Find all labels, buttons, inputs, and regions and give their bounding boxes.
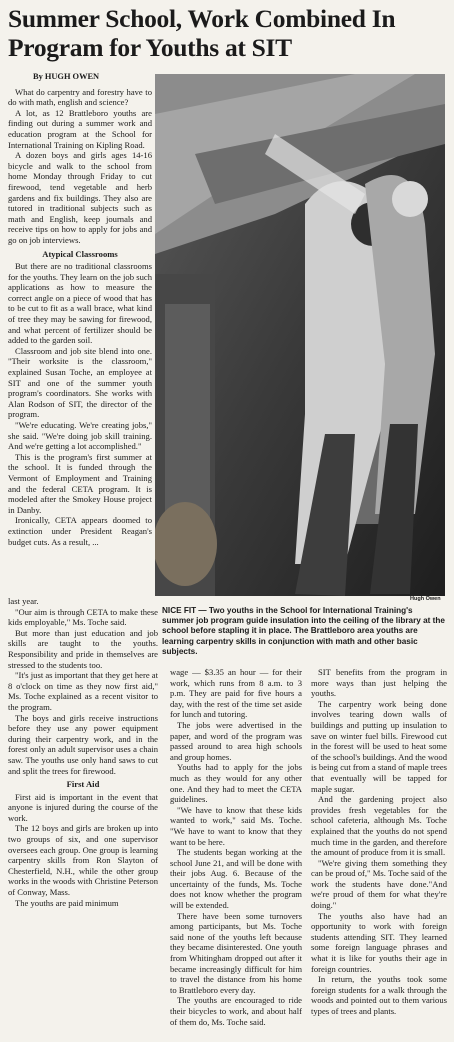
photo-credit: Hugh Owen: [410, 596, 441, 602]
paragraph: The boys and girls receive instructions before they use any power equipment during their carpentry work, and in the forest only an adult supervisor uses a chain saw. The youths use only hand saws to cut and split the trees for firewood.: [8, 712, 158, 776]
headline: Summer School, Work Combined In Program for Youths at SIT: [8, 4, 396, 62]
paragraph: In return, the youths took some foreign students for a walk through the woods and pointed out to them various types of trees and plants.: [311, 974, 447, 1016]
paragraph: The students began working at the school June 21, and will be done with their jobs Aug. 6. Because of the uncertainty of the funds, Ms. Toche does not know whether the program will be extended.: [170, 847, 302, 911]
paragraph: "We have to know that these kids wanted to work," said Ms. Toche. "We have to want to know that they want to be here.: [170, 804, 302, 847]
article-column-3: [311, 667, 447, 1017]
paragraph: This is the program's first summer at the school. It is funded through the Vermont of Employment and Training and the federal CETA program. It is modeled after the Smokey House project in Danby.: [8, 451, 152, 515]
news-photo: [155, 74, 445, 596]
paragraph: What do carpentry and forestry have to do with math, english and science?: [8, 86, 152, 108]
paragraph: Classroom and job site blend into one. "Their worksite is the classroom," explained Susan Toche, an employee at SIT and one of the summer youth program's coordinators. She works with Alan Rodson of SIT, the director of the program.: [8, 345, 152, 420]
paragraph: The youths also have had an opportunity to work with foreign students attending SIT. They learned some foreign language phrases and what it is like for youths their age in foreign countries.: [311, 910, 447, 974]
article-column-1: [8, 70, 152, 547]
paragraph: But more than just education and job skills are taught to the youths. Responsibility and pride in themselves are stressed to the students too.: [8, 627, 158, 670]
paragraph: But there are no traditional classrooms for the youths. They learn on the job such applications as how to measure the correct angle on a piece of wood that has to be cut to fit as a wall brace, what kind of tree they may be sawing for firewood, and what percent of fertilizer should be added to the garden soil.: [8, 261, 152, 346]
paragraph: The youths are encouraged to ride their bicycles to work, and about half of them do, Ms. Toche said.: [170, 995, 302, 1027]
paragraph: The 12 boys and girls are broken up into two groups of six, and one supervisor oversees each group. One group is learning carpentry skills from Ron Slayton of Chesterfield, N.H., while the other group works in the woods with Christine Peterson of Conway, Mass.: [8, 823, 158, 898]
paragraph: SIT benefits from the program in more ways than just helping the youths.: [311, 667, 447, 699]
paragraph: And the gardening project also provides fresh vegetables for the school cafeteria, although Ms. Toche explained that the youths do not spend much time in the garden, and therefore the amount of produce from it is small.: [311, 794, 447, 858]
paragraph: The jobs were advertised in the paper, and word of the program was passed around to area high schools and group homes.: [170, 719, 302, 762]
paragraph: "Our aim is through CETA to make these kids employable," Ms. Toche said.: [8, 606, 158, 628]
paragraph: Youths had to apply for the jobs much as they would for any other one. And they had to meet the CETA guidelines.: [170, 762, 302, 805]
photo-caption: NICE FIT — Two youths in the School for International Training's summer job program guide insulation into the ceiling of the library at the school before stapling it in place. The Brattleboro area youths are learning carpentry skills in conjunction with math and other basic subjects.: [162, 606, 445, 656]
paragraph: First aid is important in the event that anyone is injured during the course of the work.: [8, 791, 158, 823]
paragraph: wage — $3.35 an hour — for their work, which runs from 8 a.m. to 3 p.m. They are paid for five hours a day, with the rest of the time set aside for lunch and tutoring.: [170, 667, 302, 720]
article-column-2: [170, 667, 302, 1027]
byline: By HUGH OWEN: [33, 72, 100, 81]
subheading: First Aid: [66, 779, 100, 790]
paragraph: "We're giving them something they can be proud of," Ms. Toche said of the work the students have done."And we're proud of them for what they're doing.": [311, 857, 447, 911]
article-column-1-continued: [8, 596, 158, 908]
paragraph: A dozen boys and girls ages 14-16 bicycle and walk to the school from home Monday through Friday to cut firewood, tend vegetable and herb gardens and fix buildings. They also are tutored in traditional subjects such as math and English, keep journals and receive tips on how to apply for jobs and go on job interviews.: [8, 150, 152, 245]
paragraph: "It's just as important that they get here at 8 o'clock on time as they now first aid," Ms. Toche explained as a recent visitor to the program.: [8, 670, 158, 712]
paragraph: "We're educating. We're creating jobs," she said. "We're doing job skill training. And we're getting a lot accomplished.": [8, 420, 152, 452]
photo-image: [155, 74, 445, 596]
paragraph: There have been some turnovers among participants, but Ms. Toche said none of the youths left because they became disinterested. One youth from Whitingham dropped out after it became increasingly difficult for him to travel the distance from his home to Brattleboro every day.: [170, 910, 302, 995]
paragraph: The carpentry work being done involves tearing down walls of buildings and putting up insulation to save on winter fuel bills. Firewood cut in the forest will be used to heat some of the school's buildings. And the wood is being cut from a stand of maple trees that eventually will be tapped for maple sugar.: [311, 698, 447, 794]
paragraph: Ironically, CETA appears doomed to extinction under President Reagan's budget cuts. As a result, ...: [8, 515, 152, 547]
paragraph: A lot, as 12 Brattleboro youths are finding out during a summer work and education program at the School for International Training on Kipling Road.: [8, 107, 152, 150]
subheading: Atypical Classrooms: [42, 248, 118, 259]
paragraph: last year.: [8, 596, 39, 606]
paragraph: The youths are paid minimum: [15, 897, 119, 908]
